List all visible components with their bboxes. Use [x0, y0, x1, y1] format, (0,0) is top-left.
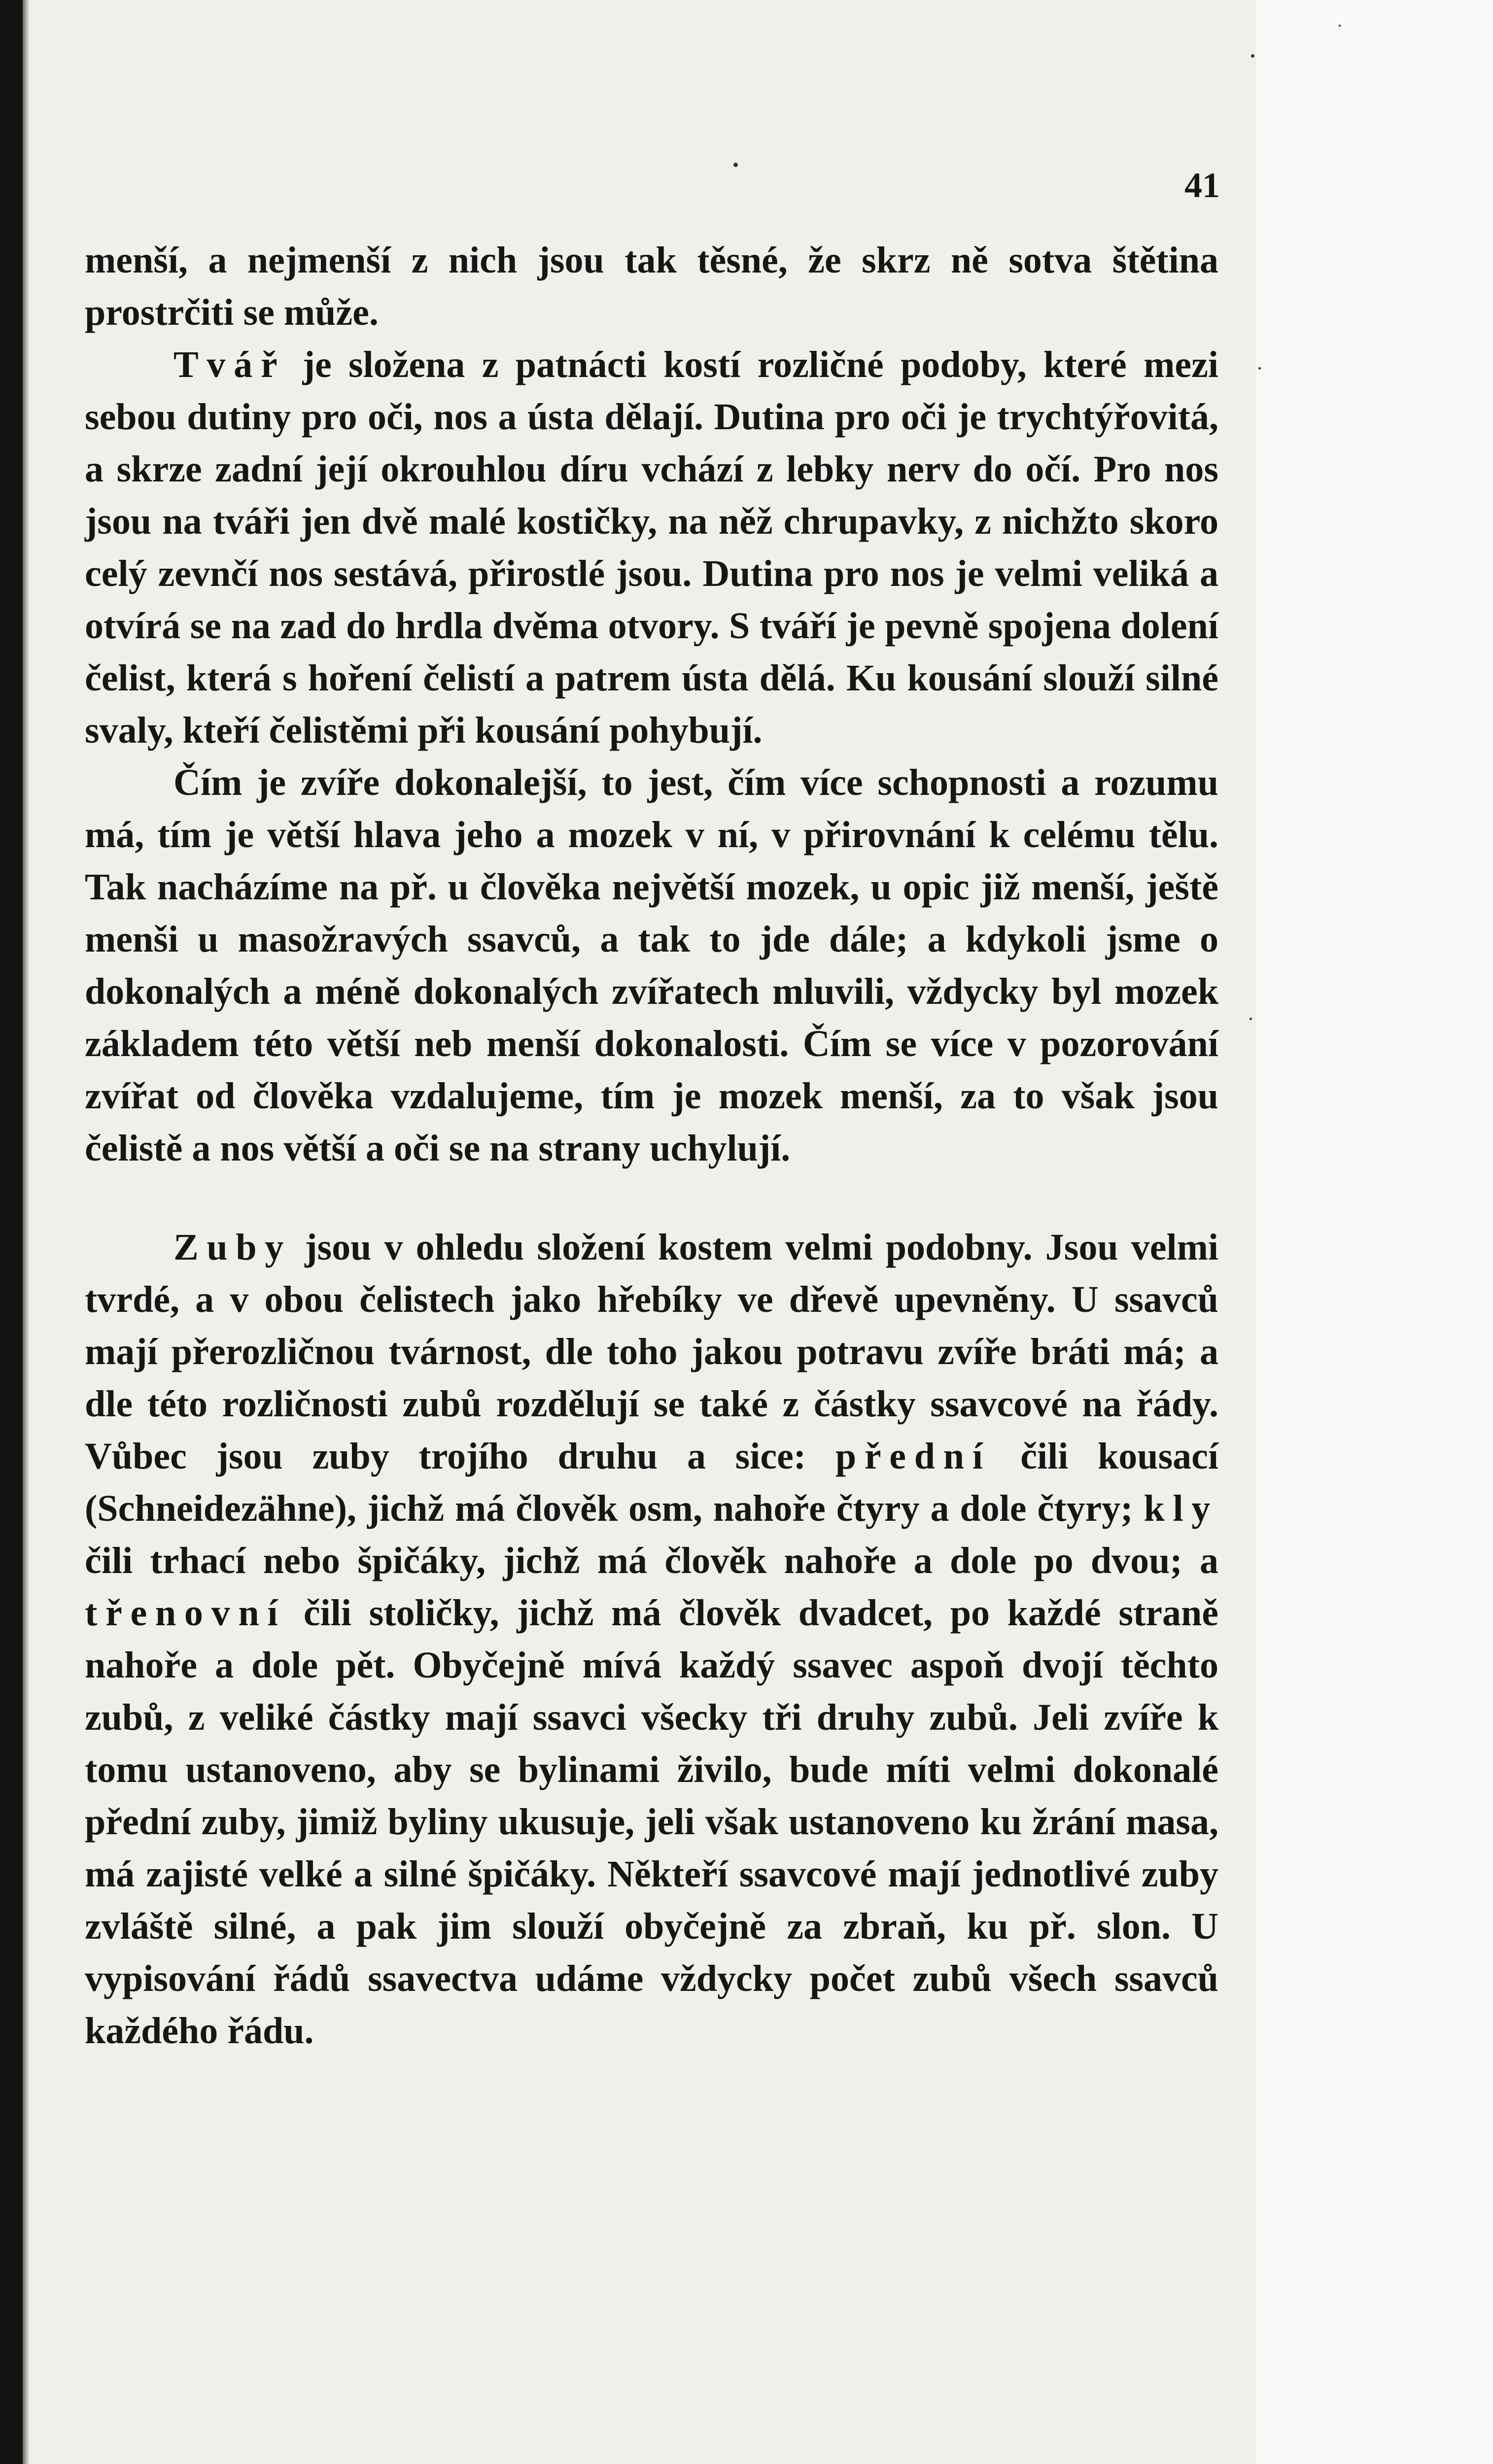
spaced-term: třenovní [85, 1592, 286, 1634]
spaced-term: kly [1144, 1488, 1218, 1529]
ink-speck [1339, 25, 1341, 27]
ink-speck [1251, 54, 1254, 58]
spaced-term: Zuby [174, 1227, 292, 1268]
paragraph-3 [85, 756, 1218, 1174]
text-segment: čili kousací (Schneidezähne), jichž má člověk osm, nahoře čtyry a dole čtyry; [85, 1436, 1218, 1529]
binding-shadow [0, 0, 23, 2464]
spaced-term: Tvář [174, 344, 286, 385]
text-segment: menší, a nejmenší z nich jsou tak těsné, že skrz ně sotva štětina prostrčiti se může. [85, 240, 1218, 333]
page-number: 41 [1184, 166, 1220, 205]
paragraph-2 [85, 339, 1218, 756]
binding-gradient [23, 0, 30, 2464]
ink-speck [1250, 1018, 1252, 1020]
text-segment: čili stoličky, jichž má člověk dvadcet, po každé straně nahoře a dole pět. Obyčejně mívá každý ssavec aspoň dvojí těchto zubů, z veliké částky mají ssavci všecky tři druhy zubů. Jeli zvíře k tomu ustanoveno, aby se bylinami živilo, bude míti velmi dokonalé přední zuby, jimiž byliny ukusuje, jeli však ustanoveno ku žrání masa, má zajisté velké a silné špičáky. Někteří ssavcové mají jednotlivé zuby zvláště silné, a pak jim slouží obyčejně za zbraň, ku př. slon. U vypisování řádů ssavectva udáme vždycky počet zubů všech ssavců každého řádu. [85, 1592, 1218, 2052]
text-segment: je složena z patnácti kostí rozličné podoby, které mezi sebou dutiny pro oči, nos a ústa dělají. Dutina pro oči je trychtýřovitá, a skrze zadní její okrouhlou díru vchází z lebky nerv do očí. Pro nos jsou na tváři jen dvě malé kostičky, na něž chrupavky, z nichžto skoro celý zevnčí nos sestává, přirostlé jsou. Dutina pro nos je velmi veliká a otvírá se na zad do hrdla dvěma otvory. S tváří je pevně spojena dolení čelist, která s hoření čelistí a patrem ústa dělá. Ku kousání slouží silné svaly, kteří čelistěmi při kousání pohybují. [85, 344, 1218, 751]
page-margin [1256, 0, 1493, 2464]
body-text [85, 234, 1218, 2057]
text-segment: jsou v ohledu složení kostem velmi podobny. Jsou velmi tvrdé, a v obou čelistech jako hřebíky ve dřevě upevněny. U ssavců mají přerozličnou tvárnost, dle toho jakou potravu zvíře bráti má; a dle této rozličnosti zubů rozdělují se také z částky ssavcové na řády. Vůbec jsou zuby trojího druhu a sice: [85, 1227, 1218, 1477]
paragraph-4 [85, 1221, 1218, 2057]
ink-speck [733, 163, 738, 167]
paragraph-1 [85, 234, 1218, 339]
ink-speck [1258, 367, 1261, 370]
text-segment: Čím je zvíře dokonalejší, to jest, čím více schopnosti a rozumu má, tím je větší hlava jeho a mozek v ní, v přirovnání k celému tělu. Tak nacházíme na př. u člověka největší mozek, u opic již menší, ještě menši u masožravých ssavců, a tak to jde dále; a kdykoli jsme o dokonalých a méně dokonalých zvířatech mluvili, vždycky byl mozek základem této větší neb menší dokonalosti. Čím se více v pozorování zvířat od člověka vzdalujeme, tím je mozek menší, za to však jsou čelistě a nos větší a oči se na strany uchylují. [85, 762, 1218, 1169]
text-segment: čili trhací nebo špičáky, jichž má člověk nahoře a dole po dvou; a [85, 1540, 1218, 1581]
spaced-term: přední [835, 1436, 991, 1477]
